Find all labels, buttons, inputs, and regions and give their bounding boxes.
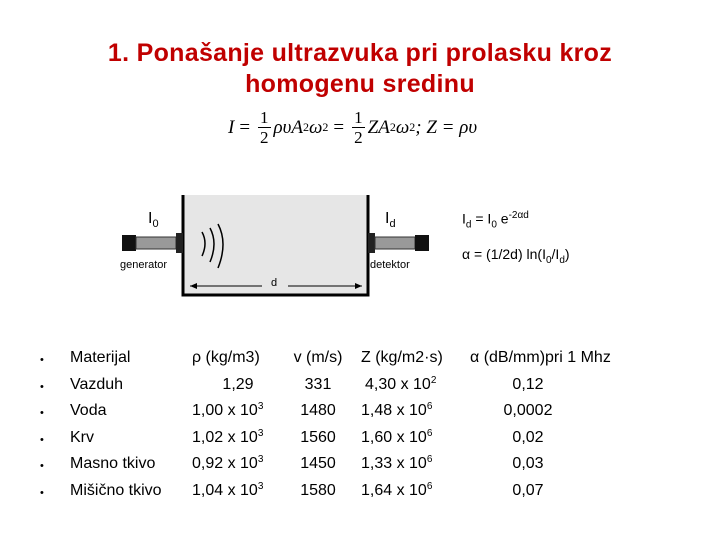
impedance-cell: 1,64 x $10^6$	[361, 480, 433, 499]
attenuation-header: α (dB/mm)pri 1 Mhz	[470, 349, 611, 366]
material-cell: Krv	[70, 428, 94, 446]
detector-transducer	[368, 233, 429, 253]
impedance-column	[361, 345, 443, 504]
generator-label: generator	[120, 259, 168, 271]
material-header: Materijal	[70, 349, 131, 366]
attenuation-cell: 0,03	[512, 455, 544, 472]
bullet: •	[40, 354, 44, 366]
formula-z-definition: ; Z = ρυ	[415, 116, 478, 138]
formula-equals-2: =	[333, 116, 345, 138]
bullet: •	[40, 486, 44, 499]
density-cell: 1,04 x $10^3$	[192, 480, 264, 499]
material-cell: Masno tkivo	[70, 455, 156, 472]
formula-i: I	[228, 116, 235, 138]
formula-a-exp: 2	[303, 120, 309, 134]
i0-label: $I_0$	[148, 210, 159, 231]
impedance-cell: 1,33 x $10^6$	[361, 454, 433, 472]
velocity-header: v (m/s)	[293, 349, 343, 366]
impedance-cell: 4,30 x $10^2$	[365, 374, 437, 393]
formula-a: A	[378, 116, 390, 138]
impedance-header: Z (kg/m2·s)	[361, 349, 443, 366]
bullet: •	[40, 380, 44, 393]
attenuation-equation: $I_d = I_0$ $e^{-2\alpha d}$	[462, 210, 529, 231]
detector-label: detektor	[370, 259, 410, 271]
formula-rho-v: ρυ	[273, 116, 292, 138]
velocity-cell: 1560	[300, 428, 336, 446]
velocity-cell: 1480	[300, 402, 336, 419]
bullet: •	[40, 460, 44, 472]
generator-transducer	[122, 233, 183, 253]
density-header: ρ (kg/m3)	[192, 349, 260, 366]
material-cell: Vazduh	[70, 375, 124, 393]
velocity-cell: 1580	[300, 481, 336, 499]
fraction-numerator: 1	[354, 108, 363, 127]
density-cell: 1,29	[222, 375, 254, 393]
fraction-denominator: 2	[260, 128, 269, 147]
density-cell: 1,00 x $10^3$	[192, 401, 264, 419]
alpha-equation: α = (1/2d) $\ln(I_0/I_d)$	[462, 246, 570, 266]
attenuation-cell: 0,07	[512, 481, 544, 499]
fraction-numerator: 1	[260, 108, 269, 127]
attenuation-cell: 0,0002	[503, 402, 553, 419]
density-cell: 0,92 x $10^3$	[192, 454, 264, 472]
formula-a-exp: 2	[389, 120, 396, 134]
attenuation-column	[490, 372, 566, 505]
title-line-2: homogenu sredinu	[245, 70, 475, 98]
formula-omega: ω	[395, 116, 410, 138]
formula-a: A	[291, 116, 303, 138]
density-cell: 1,02 x $10^3$	[192, 427, 264, 446]
impedance-cell: 1,48 x $10^6$	[361, 401, 433, 419]
density-column	[192, 345, 284, 504]
formula-omega: ω	[309, 116, 323, 138]
attenuation-cell: 0,02	[512, 428, 544, 446]
velocity-column	[287, 345, 349, 504]
attenuation-cell: 0,12	[512, 375, 544, 393]
title-line-1: 1. Ponašanje ultrazvuka pri prolasku kroz	[107, 39, 613, 67]
velocity-cell: 1450	[300, 455, 336, 472]
id-label: $I_d$	[385, 210, 396, 231]
material-cell: Mišično tkivo	[70, 481, 162, 499]
bullet: •	[40, 407, 44, 419]
impedance-cell: 1,60 x $10^6$	[361, 427, 433, 446]
material-cell: Voda	[70, 402, 107, 419]
bullet: •	[40, 433, 44, 446]
fraction-denominator: 2	[354, 128, 363, 147]
bullet-column	[40, 347, 44, 506]
formula-z: Z	[367, 116, 379, 138]
formula-equals-1: =	[239, 116, 251, 138]
distance-label: d	[271, 277, 278, 289]
formula-omega-exp: 2	[322, 120, 329, 134]
velocity-cell: 331	[304, 375, 332, 393]
material-column	[70, 345, 162, 504]
attenuation-header-column	[470, 345, 611, 372]
formula-omega-exp: 2	[409, 120, 416, 134]
